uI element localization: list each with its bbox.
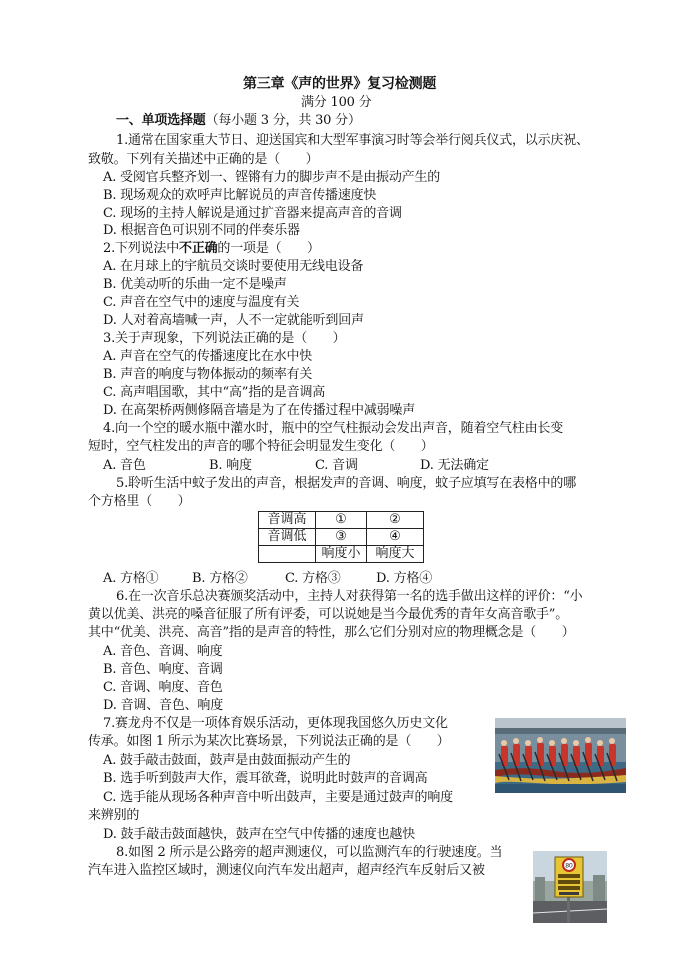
q7-option-d: D. 鼓手敲击鼓面越快，鼓声在空气中传播的速度也越快 xyxy=(103,827,416,842)
q4-stem-1: 4.向一个空的暖水瓶中灌水时，瓶中的空气柱振动会发出声音，随着空气柱由长变 xyxy=(103,421,564,436)
q1-option-a: A. 受阅官兵整齐划一、铿锵有力的脚步声不是由振动产生的 xyxy=(103,170,441,185)
pitch-loudness-table xyxy=(258,511,424,563)
q2-option-a: A. 在月球上的宇航员交谈时要使用无线电设备 xyxy=(103,259,364,274)
q5-option-c: C. 方格③ xyxy=(285,571,341,586)
speed-limit-sign-text: 80 xyxy=(565,862,573,870)
q1-option-c: C. 现场的主持人解说是通过扩音器来提高声音的音调 xyxy=(103,206,402,221)
q5-stem-1: 5.聆听生活中蚊子发出的声音，根据发声的音调、响度，蚊子应填写在表格中的哪 xyxy=(116,476,577,491)
q6-stem-3: 其中“优美、洪亮、高音”指的是声音的特性，那么它们分别对应的物理概念是（ ） xyxy=(88,625,575,640)
q7-option-c-2: 来辨别的 xyxy=(88,808,140,823)
q6-stem-2: 黄以优美、洪亮的嗓音征服了所有评委，可以说她是当今最优秀的青年女高音歌手”。 xyxy=(88,607,569,622)
q3-option-c: C. 高声唱国歌，其中“高”指的是音调高 xyxy=(103,385,326,400)
table-row xyxy=(259,512,424,529)
q3-option-d: D. 在高架桥两侧修隔音墙是为了在传播过程中减弱噪声 xyxy=(103,403,416,418)
q8-stem-1: 8.如图 2 所示是公路旁的超声测速仪，可以监测汽车的行驶速度。当 xyxy=(116,845,503,860)
section-note: （每小题 3 分，共 30 分） xyxy=(205,113,361,128)
q7-option-b: B. 选手听到鼓声大作，震耳欲聋，说明此时鼓声的音调高 xyxy=(103,771,428,786)
q7-stem-2: 传承。如图 1 所示为某次比赛场景，下列说法正确的是（ ） xyxy=(88,734,450,749)
q6-option-a: A. 音色、音调、响度 xyxy=(103,644,223,659)
q3-stem: 3.关于声现象，下列说法正确的是（ ） xyxy=(103,331,346,346)
q4-stem-2: 短时，空气柱发出的声音的哪个特征会明显发生变化（ ） xyxy=(88,439,434,454)
q1-stem-1: 1.通常在国家重大节日、迎送国宾和大型军事演习时等会举行阅兵仪式，以示庆祝、 xyxy=(116,133,589,148)
table-row xyxy=(259,546,424,563)
q6-stem-1: 6.在一次音乐总决赛颁奖活动中，主持人对获得第一名的选手做出这样的评价：“小 xyxy=(116,589,583,604)
dragon-boat-race-photo xyxy=(495,718,626,793)
speed-camera-illustration xyxy=(533,851,607,923)
table-cell xyxy=(259,546,316,563)
table-cell: ④ xyxy=(367,529,424,546)
q3-option-b: B. 声音的响度与物体振动的频率有关 xyxy=(103,367,313,382)
dragon-boat-illustration xyxy=(495,718,626,793)
q5-option-a: A. 方格① xyxy=(103,571,159,586)
q3-option-a: A. 声音在空气的传播速度比在水中快 xyxy=(103,349,313,364)
q1-option-d: D. 根据音色可识别不同的伴奏乐器 xyxy=(103,223,300,238)
q1-stem-2: 致敬。下列有关描述中正确的是（ ） xyxy=(88,152,319,167)
table-cell: ③ xyxy=(316,529,367,546)
q2-stem-pre: 2.下列说法中 xyxy=(103,241,180,256)
q5-stem-2: 个方格里（ ） xyxy=(88,494,191,509)
speed-camera-photo xyxy=(533,851,607,923)
q2-stem-emphasis: 不正确 xyxy=(179,241,218,256)
q4-option-b: B. 响度 xyxy=(209,458,252,473)
table-cell: ① xyxy=(316,512,367,529)
q7-stem-1: 7.赛龙舟不仅是一项体育娱乐活动，更体现我国悠久历史文化 xyxy=(103,716,448,731)
q6-option-c: C. 音调、响度、音色 xyxy=(103,680,223,695)
q2-option-c: C. 声音在空气中的速度与温度有关 xyxy=(103,295,300,310)
full-score: 满分 100 分 xyxy=(301,95,372,110)
page-title: 第三章《声的世界》复习检测题 xyxy=(243,76,437,92)
table-row xyxy=(259,529,424,546)
q5-option-b: B. 方格② xyxy=(192,571,248,586)
q2-stem-post: 的一项是（ ） xyxy=(217,241,320,256)
q2-option-b: B. 优美动听的乐曲一定不是噪声 xyxy=(103,277,287,292)
table-cell: 响度小 xyxy=(316,546,367,563)
q2-stem xyxy=(103,240,320,257)
q7-option-c-1: C. 选手能从现场各种声音中听出鼓声，主要是通过鼓声的响度 xyxy=(103,790,453,805)
table-cell: 响度大 xyxy=(367,546,424,563)
q7-option-a: A. 鼓手敲击鼓面，鼓声是由鼓面振动产生的 xyxy=(103,753,351,768)
q4-option-d: D. 无法确定 xyxy=(420,458,489,473)
q4-option-a: A. 音色 xyxy=(103,458,146,473)
q2-option-d: D. 人对着高墙喊一声，人不一定就能听到回声 xyxy=(103,313,364,328)
q6-option-b: B. 音色、响度、音调 xyxy=(103,662,223,677)
q6-option-d: D. 音调、音色、响度 xyxy=(103,698,224,713)
table-cell: 音调低 xyxy=(259,529,316,546)
table-cell: ② xyxy=(367,512,424,529)
q4-option-c: C. 音调 xyxy=(315,458,358,473)
section-title: 一、单项选择题 xyxy=(116,113,206,128)
q8-stem-2: 汽车进入监控区域时，测速仪向汽车发出超声，超声经汽车反射后又被 xyxy=(88,863,485,878)
q5-option-d: D. 方格④ xyxy=(376,571,433,586)
table-cell: 音调高 xyxy=(259,512,316,529)
section-heading xyxy=(116,112,361,129)
q1-option-b: B. 现场观众的欢呼声比解说员的声音传播速度快 xyxy=(103,188,377,203)
